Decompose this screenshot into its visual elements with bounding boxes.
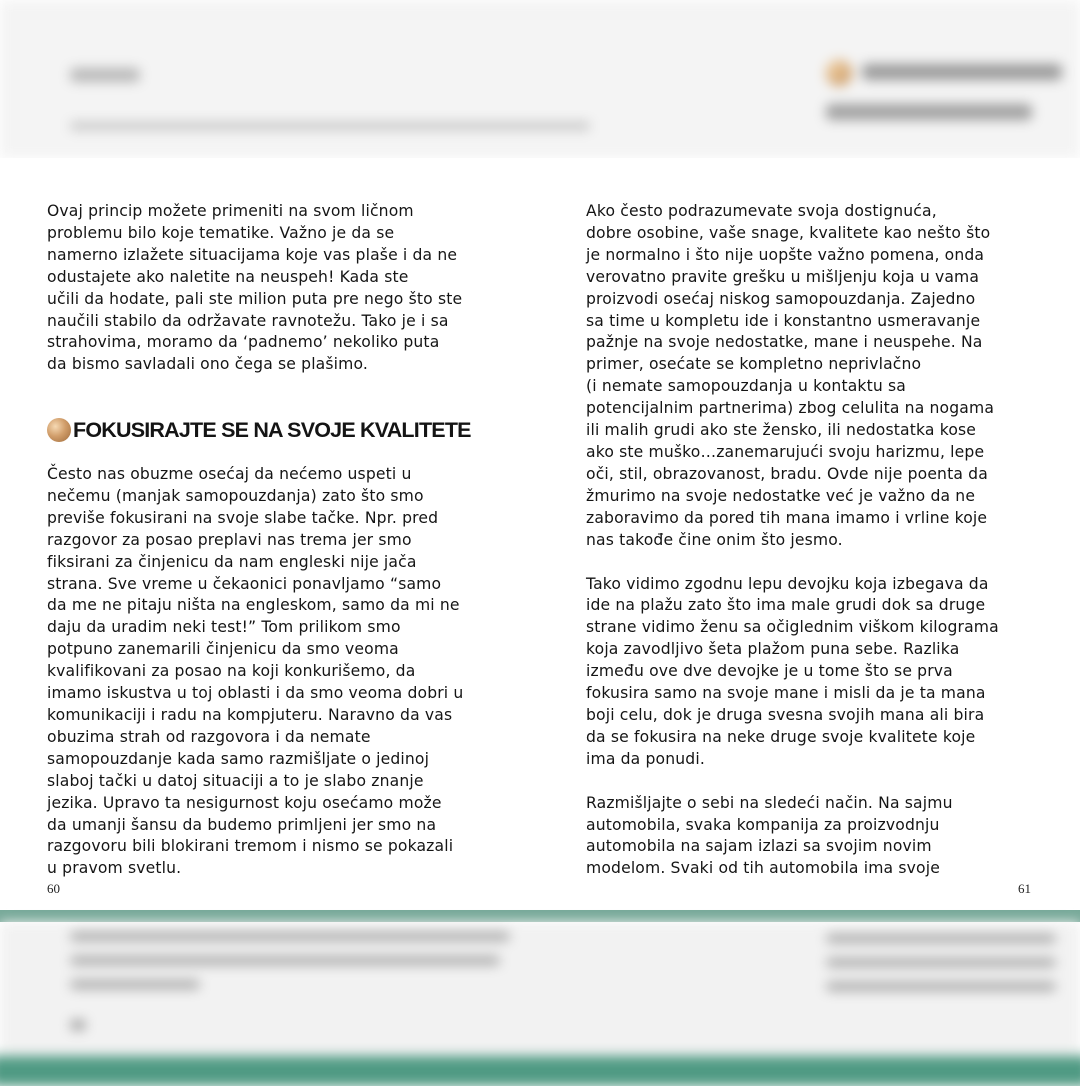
text-line: potpuno zanemarili činjenicu da smo veoma	[47, 640, 399, 659]
text-line: verovatno pravite grešku u mišljenju koja u vama	[586, 267, 980, 286]
text-line: komunikaciji i radu na kompjuteru. Naravno da vas	[47, 705, 453, 724]
book-spread	[0, 158, 1080, 910]
text-line: boji celu, dok je druga svesna svojih mana ali bira	[586, 705, 985, 724]
text-line: oči, stil, obrazovanost, bradu. Ovde nije poenta da	[586, 464, 988, 483]
text-line: razgovor za posao preplavi nas trema jer smo	[47, 530, 412, 549]
text-line: naučili stabilo da održavate ravnotežu. Tako je i sa	[47, 311, 449, 330]
text-line: odustajete ako naletite na neuspeh! Kada ste	[47, 267, 409, 286]
text-line: ili malih grudi ako ste žensko, ili nedostatka kose	[586, 421, 977, 440]
text-line: Razmišljajte o sebi na sledeći način. Na sajmu	[586, 793, 953, 812]
text-line: koja zavodljivo šeta plažom puna sebe. Razlika	[586, 640, 960, 659]
text-line: ide na plažu zato što ima male grudi dok sa druge	[586, 596, 986, 615]
text-line: između ove dve devojke je u tome što se prva	[586, 662, 953, 681]
blurred-previous-page	[0, 0, 1080, 158]
text-line: da umanji šansu da budemo primljeni jer smo na	[47, 815, 437, 834]
text-line: zaboravimo da pored tih mana imamo i vrline koje	[586, 508, 988, 527]
text-line: dobre osobine, vaše snage, kvalitete kao nešto što	[586, 223, 991, 242]
text-line: nas takođe čine onim što jesmo.	[586, 530, 843, 549]
blurred-bottom-band	[0, 1056, 1080, 1086]
text-line: primer, osećate se kompletno neprivlačno	[586, 355, 922, 374]
text-line: da se fokusira na neke druge svoje kvalitete koje	[586, 727, 976, 746]
text-line: da me ne pitaju ništa na engleskom, samo da mi ne	[47, 596, 460, 615]
section-heading	[47, 415, 471, 445]
text-line: fokusira samo na svoje mane i misli da je ta mana	[586, 684, 986, 703]
text-line: u pravom svetlu.	[47, 859, 182, 878]
text-line: strana. Sve vreme u čekaonici ponavljamo “samo	[47, 574, 442, 593]
left-body-paragraph	[47, 464, 463, 880]
text-line: kvalifikovani za posao na koji konkurišemo, da	[47, 662, 416, 681]
section-heading-text: FOKUSIRAJTE SE NA SVOJE KVALITETE	[73, 417, 471, 442]
teal-divider-band	[0, 910, 1080, 922]
text-line: strahovima, moramo da ‘padnemo’ nekoliko puta	[47, 333, 440, 352]
text-line: nečemu (manjak samopouzdanja) zato što smo	[47, 486, 424, 505]
gold-circle-icon	[47, 418, 71, 442]
page-number-left: 60	[47, 881, 60, 896]
text-line: Tako vidimo zgodnu lepu devojku koja izbegava da	[586, 574, 989, 593]
left-intro-paragraph	[47, 201, 462, 376]
text-line: Ako često podrazumevate svoja dostignuća,	[586, 202, 937, 220]
text-line: pažnje na svoje nedostatke, mane i neuspehe. Na	[586, 333, 983, 352]
text-line: ako ste muško…zanemarujući svoju harizmu, lepe	[586, 442, 985, 461]
text-line: fiksirani za činjenicu da nam engleski nije jača	[47, 552, 417, 571]
text-line: obuzima strah od razgovora i da nemate	[47, 727, 371, 746]
text-line: (i nemate samopouzdanja u kontaktu sa	[586, 377, 906, 396]
text-line: imamo iskustva u toj oblasti i da smo veoma dobri u	[47, 684, 464, 703]
text-line: žmurimo na svoje nedostatke već je važno da ne	[586, 486, 976, 505]
text-line: učili da hodate, pali ste milion puta pre nego što ste	[47, 289, 463, 308]
text-line: namerno izlažete situacijama koje vas plaše i da ne	[47, 245, 458, 264]
text-line: modelom. Svaki od tih automobila ima svoje	[586, 859, 940, 878]
right-column	[586, 201, 999, 880]
text-line: jezika. Upravo ta nesigurnost koju osećamo može	[47, 793, 442, 812]
text-line: sa time u kompletu ide i konstantno usmeravanje	[586, 311, 981, 330]
text-line: proizvodi osećaj niskog samopouzdanja. Zajedno	[586, 289, 976, 308]
text-line: problemu bilo koje tematike. Važno je da se	[47, 223, 395, 242]
text-line: previše fokusirani na svoje slabe tačke. Npr. pred	[47, 508, 439, 527]
text-line: Ovaj princip možete primeniti na svom ličnom	[47, 202, 414, 220]
page-number-right: 61	[1018, 881, 1031, 896]
text-line: da bismo savladali ono čega se plašimo.	[47, 355, 369, 374]
text-line: daju da uradim neki test!” Tom prilikom smo	[47, 618, 401, 637]
text-line: razgovoru bili blokirani tremom i nismo se pokazali	[47, 837, 454, 856]
text-line: samopouzdanje kada samo razmišljate o jedinoj	[47, 749, 430, 768]
text-line: je normalno i što nije uopšte važno pomena, onda	[586, 245, 985, 264]
text-line: automobila na sajam izlazi sa svojim novim	[586, 837, 932, 856]
text-line: strane vidimo ženu sa očiglednim viškom kilograma	[586, 618, 999, 637]
text-line: slaboj tački u datoj situaciji a to je slabo znanje	[47, 771, 424, 790]
text-line: Često nas obuzme osećaj da nećemo uspeti u	[47, 465, 412, 483]
text-line: automobila, svaka kompanija za proizvodnju	[586, 815, 940, 834]
text-line: ima da ponudi.	[586, 749, 705, 768]
text-line: potencijalnim partnerima) zbog celulita na nogama	[586, 399, 995, 418]
